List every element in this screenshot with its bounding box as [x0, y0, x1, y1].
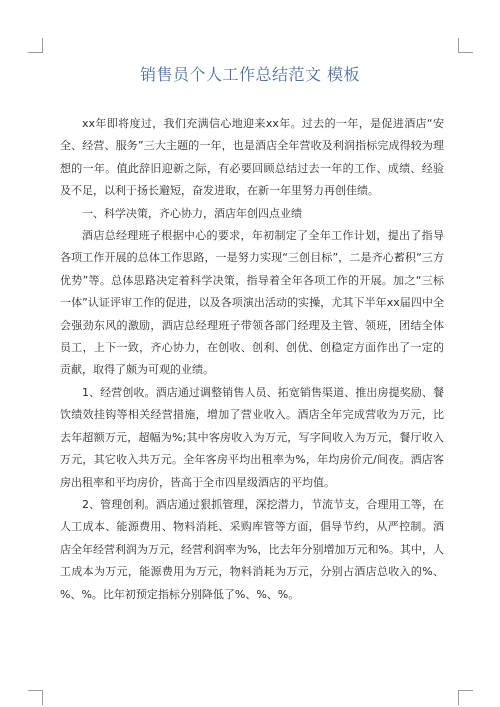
paragraph-section-1: 酒店总经理班子根据中心的要求，年初制定了全年工作计划，提出了指导各项工作开展的总体工作思路，一是努力实现“三创目标”，二是齐心蓄积“三方优势”等。总体思路决定着科学决策，指导着全年各项工作的开展。加之“三标一体”认证评审工作的促进，以及各项演出活动的实操，尤其下半年xx届四中全会强劲东风的激励，酒店总经理班子带领各部门经理及主管、领班，团结全体员工，上下一致，齐心协力，在创收、创利、创优、创稳定方面作出了一定的贡献，取得了颇为可观的业绩。	[60, 229, 444, 377]
paragraph-management: 2、管理创利。酒店通过狠抓管理，深挖潜力，节流节支，合理用工等，在人工成本、能源费用、物料消耗、采购库管等方面，倡导节约，从严控制。酒店全年经营利润为万元，经营利润率为%，比去年分别增加万元和%。其中，人工成本为万元，能源费用为万元，物料消耗为万元，分别占酒店总收入的%、%、%。比年初预定指标分别降低了%、%、%。	[60, 497, 444, 601]
document-body	[60, 113, 444, 606]
corner-crop-mark-top-left	[28, 38, 43, 53]
paragraph-intro: xx年即将度过，我们充满信心地迎来xx年。过去的一年，是促进酒店“安全、经营、服务”三大主题的一年，也是酒店全年营收及利润指标完成得较为理想的一年。值此辞旧迎新之际，有必要回顾总结过去一年的工作、成绩、经验及不足，以利于扬长避短，奋发进取，在新一年里努力再创佳绩。	[60, 117, 444, 198]
corner-crop-mark-top-right	[458, 38, 473, 53]
document-title: 销售员个人工作总结范文 模板	[139, 65, 361, 84]
corner-crop-mark-bottom-left	[28, 690, 43, 705]
section-heading-1: 一、科学决策，齐心协力，酒店年创四点业绩	[82, 206, 302, 220]
corner-crop-mark-bottom-right	[458, 690, 473, 705]
paragraph-revenue: 1、经营创收。酒店通过调整销售人员、拓宽销售渠道、推出房提奖励、餐饮绩效挂钩等相关经营措施，增加了营业收入。酒店全年完成营收为万元，比去年超额万元，超幅为%;其中客房收入为万元，写字间收入为万元，餐厅收入万元，其它收入共万元。全年客房平均出租率为%，年均房价元/间夜。酒店客房出租率和平均房价，皆高于全市四星级酒店的平均值。	[60, 385, 444, 489]
